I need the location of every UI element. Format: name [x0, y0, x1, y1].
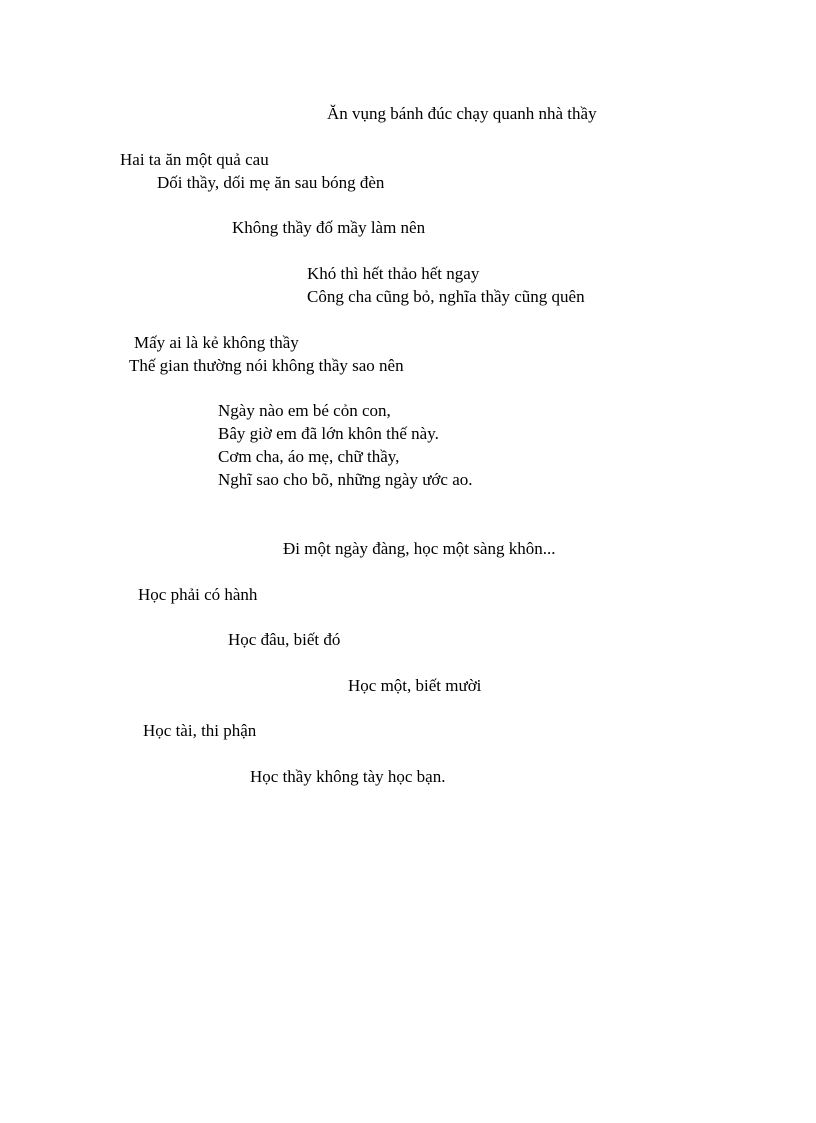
proverb-line: Thế gian thường nói không thầy sao nên: [129, 356, 404, 375]
proverb-line: Học tài, thi phận: [143, 721, 257, 740]
poem-line: Ngày nào em bé cỏn con,: [218, 401, 391, 420]
proverb-line: Học phải có hành: [138, 585, 258, 604]
proverb-line: Học đâu, biết đó: [228, 630, 341, 649]
proverb-line: Đi một ngày đàng, học một sàng khôn...: [283, 539, 556, 558]
proverb-line: Học thầy không tày học bạn.: [250, 767, 446, 786]
proverb-line: Khó thì hết thảo hết ngay: [307, 264, 480, 283]
proverb-line: Công cha cũng bỏ, nghĩa thầy cũng quên: [307, 287, 585, 306]
proverb-line: Dối thầy, dối mẹ ăn sau bóng đèn: [157, 173, 385, 192]
poem-line: Cơm cha, áo mẹ, chữ thầy,: [218, 447, 400, 466]
proverb-line: Hai ta ăn một quả cau: [120, 150, 269, 169]
proverb-line: Mấy ai là kẻ không thầy: [134, 333, 299, 352]
proverb-line: Học một, biết mười: [348, 676, 482, 695]
poem-line: Bây giờ em đã lớn khôn thế này.: [218, 424, 439, 443]
poem-line: Nghĩ sao cho bõ, những ngày ước ao.: [218, 470, 473, 489]
proverb-line: Không thầy đố mầy làm nên: [232, 218, 426, 237]
proverb-line: Ăn vụng bánh đúc chạy quanh nhà thầy: [327, 104, 597, 123]
